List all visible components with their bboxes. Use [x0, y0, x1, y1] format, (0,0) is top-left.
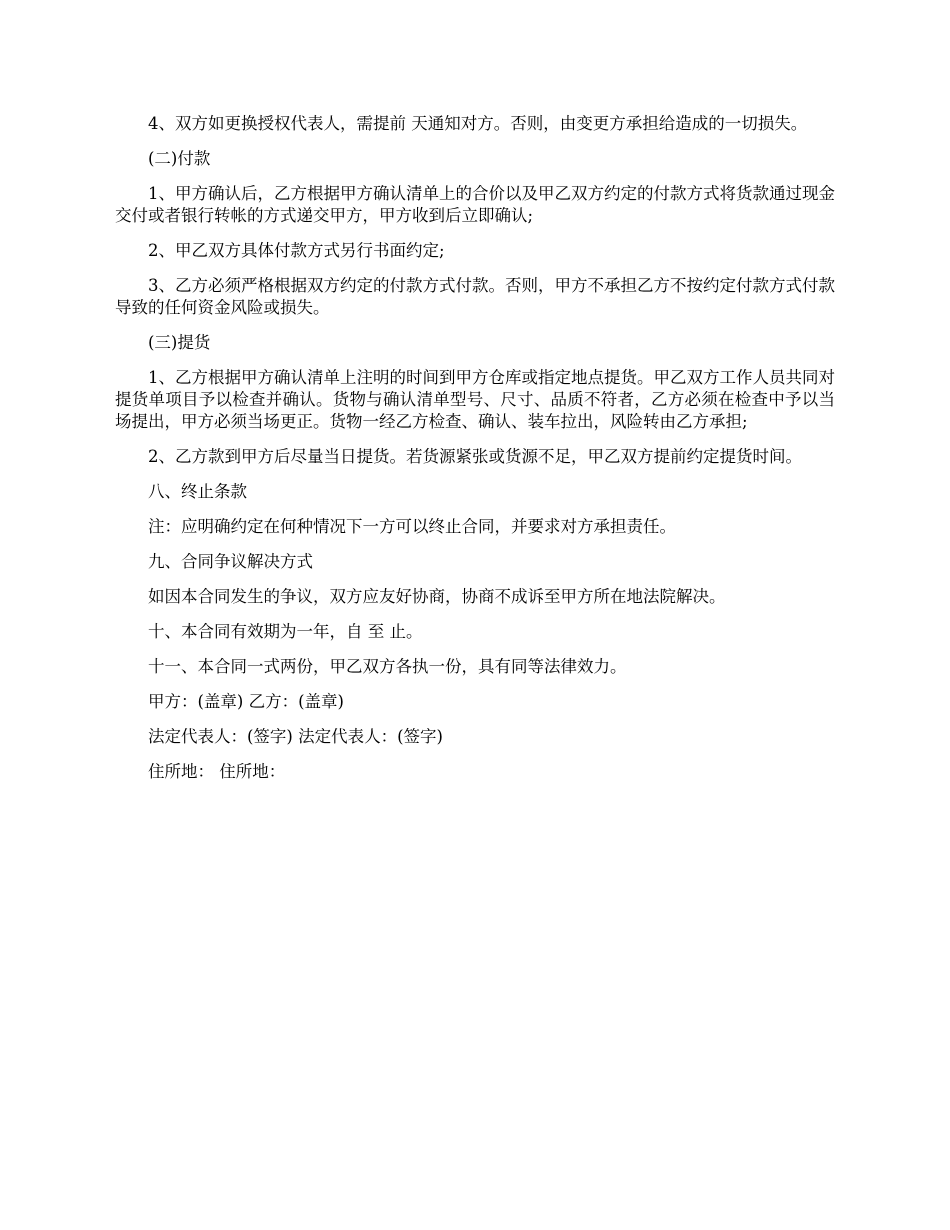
- payment-clause-3: 3、乙方必须严格根据双方约定的付款方式付款。否则，甲方不承担乙方不按约定付款方式付款导致的任何资金风险或损失。: [115, 276, 835, 317]
- section-heading-dispute: 九、合同争议解决方式: [148, 552, 313, 571]
- pickup-clause-2: 2、乙方款到甲方后尽量当日提货。若货源紧张或货源不足，甲乙双方提前约定提货时间。: [148, 447, 802, 466]
- validity-clause: 十、本合同有效期为一年，自 至 止。: [148, 622, 423, 641]
- document-body: [115, 113, 835, 796]
- signature-seal-line: 甲方：(盖章) 乙方：(盖章): [148, 692, 344, 711]
- dispute-clause: 如因本合同发生的争议，双方应友好协商，协商不成诉至甲方所在地法院解决。: [148, 587, 726, 606]
- section-heading-termination: 八、终止条款: [148, 482, 247, 501]
- termination-note: 注：应明确约定在何种情况下一方可以终止合同，并要求对方承担责任。: [148, 517, 676, 536]
- signature-address-line: 住所地： 住所地：: [148, 762, 286, 781]
- clause-representative-change: 4、双方如更换授权代表人，需提前 天通知对方。否则，由变更方承担给造成的一切损失。: [148, 114, 808, 133]
- section-heading-pickup: (三)提货: [148, 333, 211, 352]
- signature-representative-line: 法定代表人：(签字) 法定代表人：(签字): [148, 727, 443, 746]
- section-heading-payment: (二)付款: [148, 149, 211, 168]
- pickup-clause-1: 1、乙方根据甲方确认清单上注明的时间到甲方仓库或指定地点提货。甲乙双方工作人员共同对提货单项目予以检查并确认。货物与确认清单型号、尺寸、品质不符者，乙方必须在检查中予以当场提出，甲方必须当场更正。货物一经乙方检查、确认、装车拉出，风险转由乙方承担;: [115, 368, 835, 431]
- copies-clause: 十一、本合同一式两份，甲乙双方各执一份，具有同等法律效力。: [148, 657, 627, 676]
- payment-clause-2: 2、甲乙双方具体付款方式另行书面约定;: [148, 241, 445, 260]
- payment-clause-1: 1、甲方确认后，乙方根据甲方确认清单上的合价以及甲乙双方约定的付款方式将货款通过现金交付或者银行转帐的方式递交甲方，甲方收到后立即确认;: [115, 184, 835, 225]
